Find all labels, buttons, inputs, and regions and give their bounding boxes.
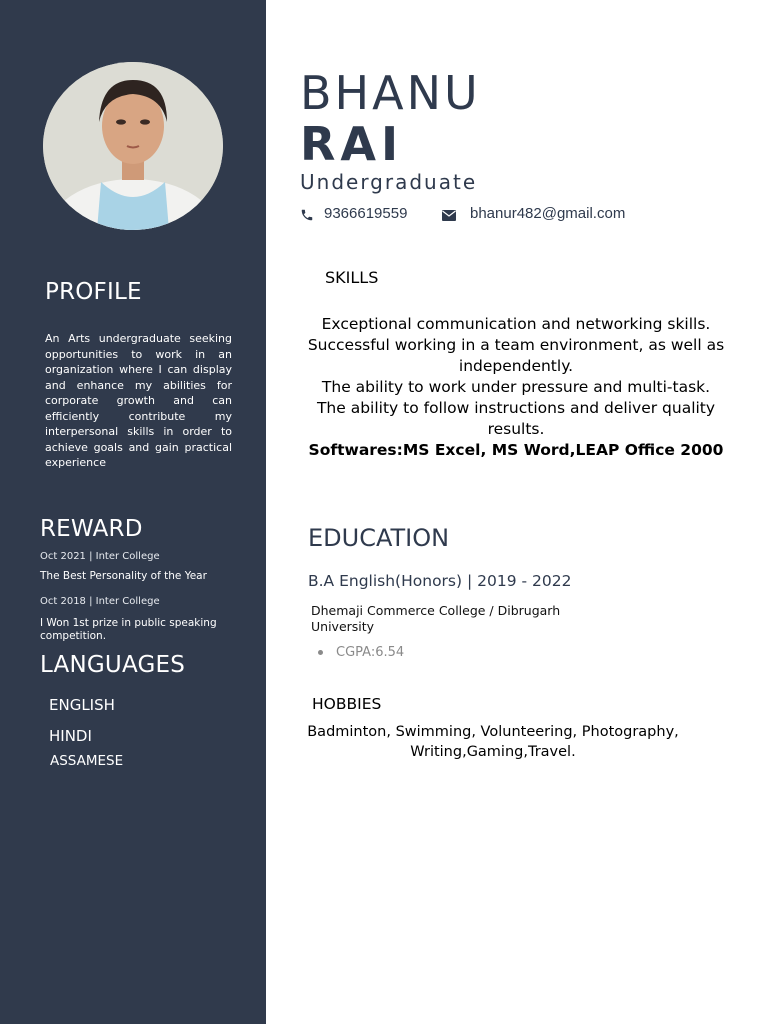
skills-heading: SKILLS [325, 268, 379, 287]
phone-number[interactable]: 9366619559 [324, 205, 408, 222]
hobbies-heading: HOBBIES [312, 695, 382, 713]
skill-item: The ability to work under pressure and multi-task. [321, 378, 711, 396]
skills-list [300, 314, 732, 461]
reward-title: The Best Personality of the Year [40, 570, 207, 582]
skill-item: Successful working in a team environment, as well as independently. [307, 336, 725, 375]
skill-item: The ability to follow instructions and deliver quality results. [316, 399, 716, 438]
degree: B.A English(Honors) | 2019 - 2022 [308, 572, 572, 590]
portrait-image [43, 62, 223, 230]
language-item: HINDI [49, 727, 92, 745]
language-item: ASSAMESE [50, 753, 124, 769]
skill-item: Exceptional communication and networking skills. [321, 315, 711, 333]
college-name: Dhemaji Commerce College / Dibrugarh University [311, 603, 561, 634]
profile-photo [43, 62, 223, 230]
cgpa-text: CGPA:6.54 [336, 645, 405, 660]
reward-heading: REWARD [40, 516, 143, 542]
hobbies-text: Badminton, Swimming, Volunteering, Photography, Writing,Gaming,Travel. [307, 724, 679, 760]
cgpa-item [318, 645, 404, 660]
first-name: BHANU [300, 66, 481, 120]
envelope-icon [442, 210, 456, 221]
sidebar [0, 0, 266, 1024]
subtitle: Undergraduate [300, 170, 478, 194]
profile-heading: PROFILE [45, 279, 142, 305]
reward-meta: Oct 2018 | Inter College [40, 596, 160, 607]
software-skills: Softwares:MS Excel, MS Word,LEAP Office 2000 [308, 441, 724, 459]
bullet-icon [318, 650, 323, 655]
education-heading: EDUCATION [308, 524, 450, 552]
last-name: RAI [300, 117, 404, 171]
phone-icon [300, 208, 314, 222]
profile-summary: An Arts undergraduate seeking opportunities to work in an organization where I can display and enhance my abilities for corporate growth and can efficiently contribute my interpersonal skills in order to achieve goals and gain practical experience [45, 332, 232, 469]
language-item: ENGLISH [49, 696, 115, 714]
reward-meta: Oct 2021 | Inter College [40, 551, 160, 562]
email-address[interactable]: bhanur482@gmail.com [470, 205, 626, 222]
reward-title: I Won 1st prize in public speaking competition. [40, 617, 217, 642]
languages-heading: LANGUAGES [40, 652, 186, 678]
